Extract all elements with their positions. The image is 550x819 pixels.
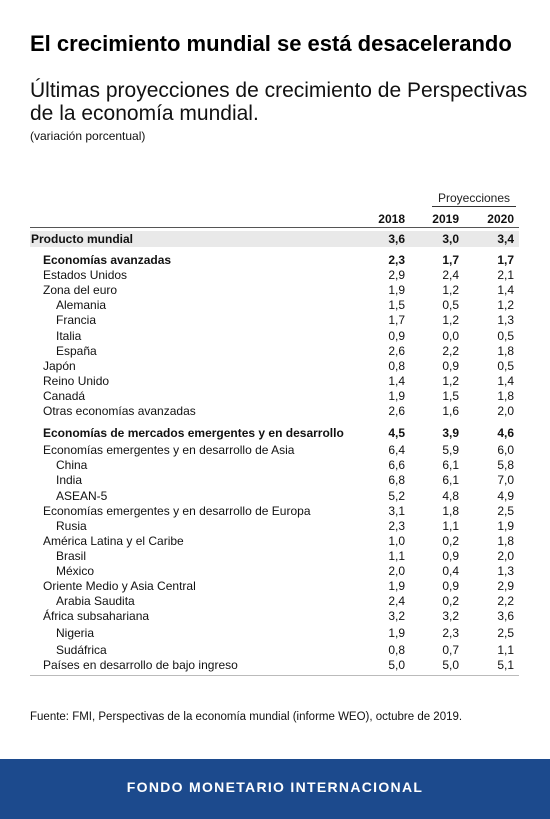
row-value-2018: 1,5 [388, 298, 405, 312]
table-row [0, 252, 550, 268]
table-row [0, 403, 550, 419]
row-value-2019: 1,6 [442, 404, 459, 418]
row-value-2020: 1,3 [497, 313, 514, 327]
row-value-2019: 5,9 [442, 443, 459, 457]
year-header-2018: 2018 [378, 212, 405, 226]
projections-label: Proyecciones [437, 191, 511, 205]
row-value-2020: 5,1 [497, 658, 514, 672]
row-label: Países en desarrollo de bajo ingreso [43, 658, 238, 672]
row-value-2018: 3,2 [388, 609, 405, 623]
row-value-2018: 6,8 [388, 473, 405, 487]
source-note: Fuente: FMI, Perspectivas de la economía mundial (informe WEO), octubre de 2019. [30, 711, 463, 723]
unit-note: (variación porcentual) [30, 129, 146, 143]
row-label: Brasil [56, 549, 87, 563]
table-row [0, 642, 550, 658]
row-value-2018: 2,6 [388, 404, 405, 418]
table-row [0, 457, 550, 473]
row-label: Italia [56, 329, 82, 343]
row-value-2018: 1,9 [388, 389, 405, 403]
row-label: Economías emergentes y en desarrollo de Asia [43, 443, 295, 457]
row-value-2019: 6,1 [442, 473, 459, 487]
row-value-2020: 1,4 [497, 283, 514, 297]
row-value-2018: 1,9 [388, 579, 405, 593]
row-value-2018: 3,6 [388, 232, 405, 246]
row-value-2019: 4,8 [442, 489, 459, 503]
row-label: Producto mundial [31, 232, 133, 246]
row-value-2019: 1,2 [442, 283, 459, 297]
row-value-2020: 1,8 [497, 344, 514, 358]
row-value-2020: 2,5 [497, 626, 514, 640]
row-value-2018: 2,3 [388, 519, 405, 533]
row-value-2020: 1,4 [497, 374, 514, 388]
row-value-2018: 2,4 [388, 594, 405, 608]
row-label: Oriente Medio y Asia Central [43, 579, 196, 593]
table-row [0, 593, 550, 609]
row-value-2018: 4,5 [388, 426, 405, 440]
row-value-2018: 0,8 [388, 359, 405, 373]
table-row [0, 358, 550, 374]
row-label: India [56, 473, 83, 487]
row-value-2019: 0,9 [442, 359, 459, 373]
row-label: México [56, 564, 95, 578]
row-value-2020: 1,1 [497, 643, 514, 657]
table-row [0, 442, 550, 458]
row-value-2020: 4,6 [497, 426, 514, 440]
row-label: África subsahariana [43, 609, 150, 623]
row-value-2018: 1,7 [388, 313, 405, 327]
row-value-2019: 2,3 [442, 626, 459, 640]
row-value-2019: 0,2 [442, 594, 459, 608]
row-label: Japón [43, 359, 76, 373]
page-title: El crecimiento mundial se está desacelerando [30, 31, 512, 56]
row-value-2020: 1,9 [497, 519, 514, 533]
row-value-2018: 3,1 [388, 504, 405, 518]
row-label: Zona del euro [43, 283, 118, 297]
row-value-2019: 3,9 [442, 426, 459, 440]
table-top-rule [30, 227, 519, 228]
footer-bar [0, 759, 550, 819]
row-label: Francia [56, 313, 97, 327]
table-row [0, 425, 550, 441]
table-row [0, 297, 550, 313]
row-label: China [56, 458, 88, 472]
row-value-2019: 5,0 [442, 658, 459, 672]
table-row [0, 282, 550, 298]
table-row [0, 578, 550, 594]
row-label: Estados Unidos [43, 268, 128, 282]
row-value-2019: 2,2 [442, 344, 459, 358]
row-value-2020: 3,4 [497, 232, 514, 246]
table-row [0, 657, 550, 673]
row-value-2020: 7,0 [497, 473, 514, 487]
row-value-2020: 0,5 [497, 329, 514, 343]
row-value-2020: 1,8 [497, 389, 514, 403]
row-value-2018: 2,0 [388, 564, 405, 578]
row-value-2019: 2,4 [442, 268, 459, 282]
table-row [0, 373, 550, 389]
table-bottom-rule [30, 675, 519, 676]
row-value-2018: 6,6 [388, 458, 405, 472]
row-value-2018: 1,9 [388, 626, 405, 640]
table-row [0, 488, 550, 504]
row-label: Sudáfrica [56, 643, 107, 657]
row-value-2019: 0,2 [442, 534, 459, 548]
row-value-2019: 1,7 [442, 253, 459, 267]
row-value-2020: 6,0 [497, 443, 514, 457]
row-value-2019: 3,2 [442, 609, 459, 623]
row-value-2020: 2,0 [497, 404, 514, 418]
row-value-2018: 1,9 [388, 283, 405, 297]
row-value-2020: 1,8 [497, 534, 514, 548]
row-label: Rusia [56, 519, 87, 533]
table-row [0, 533, 550, 549]
row-value-2018: 1,1 [388, 549, 405, 563]
row-value-2020: 0,5 [497, 359, 514, 373]
row-label: Canadá [43, 389, 86, 403]
table-row [0, 267, 550, 283]
row-value-2019: 0,7 [442, 643, 459, 657]
row-value-2019: 1,2 [442, 313, 459, 327]
row-value-2018: 5,2 [388, 489, 405, 503]
table-row [0, 312, 550, 328]
table-row [0, 625, 550, 641]
row-value-2018: 0,9 [388, 329, 405, 343]
row-value-2019: 0,9 [442, 549, 459, 563]
row-value-2019: 6,1 [442, 458, 459, 472]
row-value-2020: 1,2 [497, 298, 514, 312]
row-value-2020: 1,7 [497, 253, 514, 267]
footer-org-name: FONDO MONETARIO INTERNACIONAL [126, 779, 424, 795]
table-row [0, 563, 550, 579]
row-label: Economías de mercados emergentes y en desarrollo [43, 426, 344, 440]
row-label: Economías emergentes y en desarrollo de Europa [43, 504, 311, 518]
table-row [0, 548, 550, 564]
row-label: Reino Unido [43, 374, 110, 388]
row-value-2020: 2,9 [497, 579, 514, 593]
row-value-2018: 5,0 [388, 658, 405, 672]
row-label: Nigeria [56, 626, 95, 640]
row-value-2020: 1,3 [497, 564, 514, 578]
row-label: Arabia Saudita [56, 594, 135, 608]
row-value-2018: 2,6 [388, 344, 405, 358]
row-value-2020: 3,6 [497, 609, 514, 623]
row-value-2019: 1,5 [442, 389, 459, 403]
table-row [0, 343, 550, 359]
row-value-2020: 2,2 [497, 594, 514, 608]
table-row [0, 388, 550, 404]
row-label: España [56, 344, 97, 358]
row-value-2019: 1,2 [442, 374, 459, 388]
table-row [0, 608, 550, 624]
row-value-2019: 0,0 [442, 329, 459, 343]
row-label: Otras economías avanzadas [43, 404, 196, 418]
table-row [0, 518, 550, 534]
row-value-2019: 0,4 [442, 564, 459, 578]
row-value-2019: 3,0 [442, 232, 459, 246]
row-value-2019: 0,5 [442, 298, 459, 312]
row-value-2020: 2,0 [497, 549, 514, 563]
projections-rule [432, 206, 516, 207]
row-value-2018: 2,9 [388, 268, 405, 282]
row-value-2020: 2,1 [497, 268, 514, 282]
year-header-2020: 2020 [487, 212, 514, 226]
row-value-2018: 6,4 [388, 443, 405, 457]
row-value-2019: 1,1 [442, 519, 459, 533]
table-row [0, 231, 550, 247]
table-row [0, 328, 550, 344]
row-value-2020: 5,8 [497, 458, 514, 472]
row-value-2020: 2,5 [497, 504, 514, 518]
row-value-2019: 0,9 [442, 579, 459, 593]
row-value-2018: 0,8 [388, 643, 405, 657]
table-row [0, 503, 550, 519]
row-value-2019: 1,8 [442, 504, 459, 518]
row-value-2020: 4,9 [497, 489, 514, 503]
page-subtitle: Últimas proyecciones de crecimiento de Perspectivas de la economía mundial. [30, 79, 528, 125]
row-value-2018: 2,3 [388, 253, 405, 267]
row-value-2018: 1,4 [388, 374, 405, 388]
row-label: Alemania [56, 298, 107, 312]
row-label: América Latina y el Caribe [43, 534, 184, 548]
year-header-2019: 2019 [432, 212, 459, 226]
row-label: Economías avanzadas [43, 253, 172, 267]
row-label: ASEAN-5 [56, 489, 108, 503]
table-row [0, 472, 550, 488]
row-value-2018: 1,0 [388, 534, 405, 548]
